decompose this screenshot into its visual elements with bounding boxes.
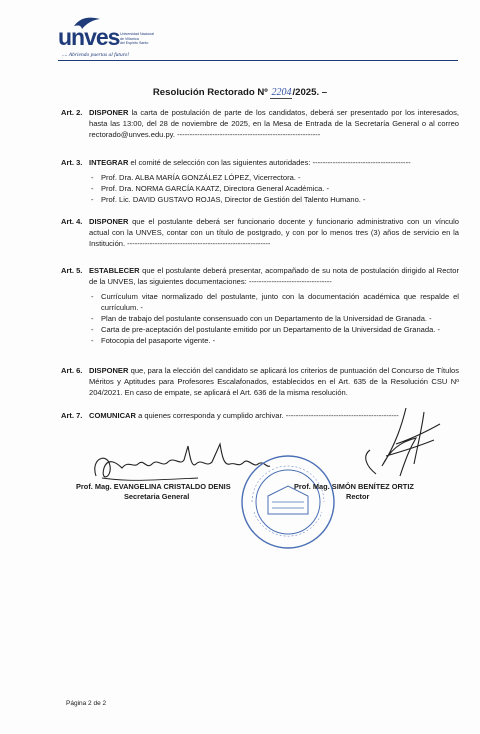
article-4: Art. 4. DISPONER que el postulante deberá ser funcionario docente y funcionario administrativo con un vínculo actual con la UNVES, contar con un título de postgrado, y con por lo menos tres (3) años de servicio en la Institución. ---------------------------------------------------------	[61, 217, 459, 248]
motto: .... Abriendo puertas al futuro!	[62, 52, 130, 58]
resolution-title: Resolución Rectorado Nº 2204/2025. –	[152, 87, 328, 98]
list-item: - Prof. Lic. DAVID GUSTAVO ROJAS, Director de Gestión del Talento Humano. -	[89, 194, 459, 205]
list-item: - Carta de pre-aceptación del postulante emitido por un Departamento de la Universidad de Granada. -	[89, 324, 459, 335]
committee-list	[89, 172, 459, 205]
header-divider	[58, 60, 458, 61]
article-5: Art. 5. ESTABLECER que el postulante deberá presentar, acompañado de su nota de postulación dirigido al Rector de la UNVES, las siguientes documentaciones: --------------------------------- - Currículum vitae normalizado del postulante, junto con la documentación académica que respalde el currículum. - - Plan de trabajo del postulante consensuado con un Departamento de la Universidad de Granada. - - Carta de pre-aceptación del postulante emitido por un Departamento de la Universidad de Granada. - - Fotocopia del pasaporte vigente. -	[61, 265, 459, 346]
list-item: - Currículum vitae normalizado del postulante, junto con la documentación académica que respalde el currículum. -	[89, 291, 459, 313]
signature-right-scribble	[356, 404, 446, 484]
article-3: Art. 3. INTEGRAR el comité de selección con las siguientes autoridades: --------------------------------------- - Prof. Dra. ALBA MARÍA GONZÁLEZ LÓPEZ, Vicerrectora. - - Prof. Dra. NORMA GARCÍA KAATZ, Directora General Académica. - - Prof. Lic. DAVID GUSTAVO ROJAS, Director de Gestión del Talento Humano. -	[61, 157, 459, 205]
logo-subtitle: Universidad Nacional de Villarrica del Espíritu Santo	[120, 32, 154, 46]
signer-role: Rector	[346, 492, 370, 501]
signature-left	[76, 482, 231, 502]
list-item: - Plan de trabajo del postulante consensuado con un Departamento de la Universidad de Granada. -	[89, 313, 459, 324]
university-seal	[238, 452, 338, 552]
page-number: Página 2 de 2	[66, 700, 107, 707]
signer-role: Secretaria General	[124, 492, 190, 501]
list-item: - Prof. Dra. NORMA GARCÍA KAATZ, Directora General Académica. -	[89, 183, 459, 194]
signer-name: Prof. Mag. EVANGELINA CRISTALDO DENIS	[76, 482, 231, 491]
article-6: Art. 6. DISPONER que, para la elección del candidato se aplicará los criterios de puntuación del Concurso de Títulos Méritos y Aptitudes para Profesores Escalafonados, establecidos en el Art. 635 de la Resolución CSU Nº 204/2021. En caso de empate, se aplicará el Art. 636 de la misma resolución.	[61, 366, 459, 397]
list-item: - Fotocopia del pasaporte vigente. -	[89, 335, 459, 346]
signer-name: Prof. Mag. SIMÓN BENÍTEZ ORTIZ	[294, 482, 414, 491]
list-item: - Prof. Dra. ALBA MARÍA GONZÁLEZ LÓPEZ, Vicerrectora. -	[89, 172, 459, 183]
signature-right	[294, 482, 414, 502]
article-7: Art. 7. COMUNICAR a quienes corresponda y cumplido archivar. ---------------------------------------------	[61, 411, 399, 420]
article-2: Art. 2. DISPONER la carta de postulación de parte de los candidatos, deberá ser presentado por los interesados, hasta las 13:00, del 28 de noviembre de 2025, en la Mesa de Entrada de la Secretaría General o al correo rectorado@unves.edu.py. ---------------------------------------------------------	[61, 108, 459, 139]
documents-list	[89, 291, 459, 346]
logo-wordmark: unves	[58, 24, 120, 50]
handwritten-number: 2204	[271, 87, 292, 98]
